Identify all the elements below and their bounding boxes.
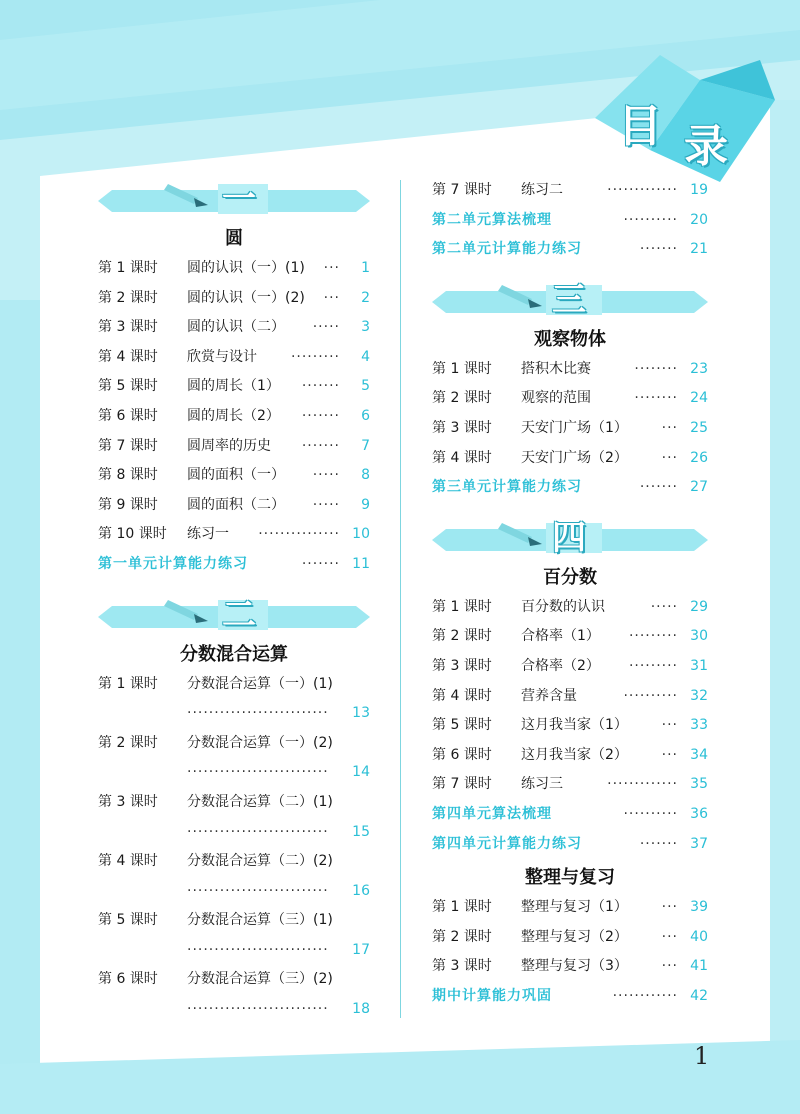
lesson-label: 第 1 课时 <box>98 260 158 276</box>
dot-leader: ··· <box>661 928 678 945</box>
topic-label: 观察的范围 <box>521 390 591 407</box>
dot-leader: ······· <box>301 407 340 424</box>
topic-label: 欣赏与设计 <box>187 348 257 365</box>
unit-title-1: 圆 <box>225 228 243 249</box>
dot-leader: ······· <box>301 378 340 395</box>
toc-entry[interactable] <box>98 965 370 995</box>
page-ref: 2 <box>361 289 370 306</box>
page-ref: 18 <box>352 1001 370 1018</box>
lesson-label: 第 5 课时 <box>98 378 158 395</box>
lesson-label: 第 4 课时 <box>432 449 492 466</box>
dot-leader: ····· <box>312 496 340 513</box>
toc-special-entry[interactable] <box>98 550 370 580</box>
page-ref: 37 <box>690 835 708 852</box>
toc-entry[interactable] <box>98 402 370 432</box>
dot-leader: ··· <box>661 717 678 734</box>
toc-entry[interactable] <box>98 284 370 314</box>
toc-entry[interactable] <box>98 461 370 491</box>
page-ref: 19 <box>690 182 708 198</box>
dot-leader: ····· <box>312 467 340 484</box>
lesson-label: 第 1 课时 <box>432 899 492 916</box>
toc-entry-leader <box>98 758 370 788</box>
topic-label: 整理与复习（2） <box>521 928 628 945</box>
page-ref: 40 <box>690 928 708 945</box>
topic-label: 营养含量 <box>521 687 577 704</box>
page-ref: 32 <box>690 687 708 704</box>
unit-2-continued-list <box>432 176 708 265</box>
topic-label: 合格率（2） <box>521 657 600 674</box>
page-ref: 26 <box>690 449 708 466</box>
lesson-label: 第 4 课时 <box>98 348 158 365</box>
dot-leader: ······· <box>639 835 678 852</box>
topic-label: 百分数的认识 <box>521 598 605 615</box>
toc-special-entry[interactable] <box>432 235 708 265</box>
page-ref: 7 <box>361 437 370 454</box>
toc-entry[interactable] <box>432 384 708 414</box>
page-ref: 24 <box>690 390 708 407</box>
dot-leader: ·········· <box>623 687 678 704</box>
unit-numeral-3: 三 <box>552 279 586 320</box>
topic-label: 这月我当家（2） <box>521 746 628 763</box>
topic-label: 分数混合运算（二）(1) <box>187 793 333 810</box>
dot-leader: ··· <box>661 449 678 466</box>
page-ref: 41 <box>690 958 708 975</box>
topic-label: 分数混合运算（一）(1) <box>187 675 333 692</box>
page-ref: 42 <box>690 987 708 1004</box>
toc-title <box>610 88 760 172</box>
topic-label: 搭积木比赛 <box>521 360 591 377</box>
lesson-label: 第 3 课时 <box>432 657 492 674</box>
topic-label: 练习一 <box>187 526 229 543</box>
right-column <box>432 176 708 1011</box>
toc-special-entry[interactable] <box>432 830 708 860</box>
topic-label: 合格率（1） <box>521 628 600 645</box>
lesson-label: 第 6 课时 <box>98 971 158 988</box>
page-number: 1 <box>694 1042 710 1070</box>
lesson-label: 第 7 课时 <box>432 776 492 793</box>
page-ref: 8 <box>361 467 370 484</box>
page-ref: 13 <box>352 705 370 722</box>
lesson-label: 第 3 课时 <box>432 958 492 975</box>
page-ref: 25 <box>690 419 708 436</box>
toc-special-entry[interactable] <box>432 473 708 503</box>
page-ref: 29 <box>690 598 708 615</box>
dot-leader: ··· <box>661 419 678 436</box>
toc-entry[interactable] <box>98 906 370 936</box>
lesson-label: 第 1 课时 <box>432 598 492 615</box>
lesson-label: 第 1 课时 <box>98 675 158 692</box>
page-ref: 39 <box>690 899 708 916</box>
topic-label: 天安门广场（1） <box>521 419 628 436</box>
page-ref: 16 <box>352 882 370 899</box>
toc-entry[interactable] <box>98 491 370 521</box>
unit-title-4: 百分数 <box>543 566 597 588</box>
lesson-label: 第 1 课时 <box>432 360 492 377</box>
dot-leader: ········· <box>628 628 678 645</box>
topic-label: 练习三 <box>521 776 563 793</box>
dot-leader: ····· <box>650 598 678 615</box>
toc-entry[interactable] <box>98 254 370 284</box>
topic-label: 天安门广场（2） <box>521 449 628 466</box>
toc-entry[interactable] <box>98 729 370 759</box>
toc-entry[interactable] <box>432 952 708 982</box>
dot-leader: ··· <box>661 958 678 975</box>
dot-leader: ········· <box>628 657 678 674</box>
toc-special-entry[interactable] <box>432 982 708 1012</box>
page-ref: 23 <box>690 360 708 377</box>
page-ref: 17 <box>352 941 370 958</box>
toc-entry[interactable] <box>98 788 370 818</box>
topic-label: 圆周率的历史 <box>187 437 271 454</box>
topic-label: 分数混合运算（二）(2) <box>187 853 333 870</box>
topic-label: 整理与复习（1） <box>521 899 628 916</box>
title-char-2: 录 <box>684 121 728 172</box>
toc-entry[interactable] <box>432 741 708 771</box>
page-ref: 35 <box>690 776 708 793</box>
lesson-label: 第 6 课时 <box>432 746 492 763</box>
topic-label: 圆的认识（一）(1) <box>187 260 305 276</box>
dot-leader: ······· <box>639 479 678 496</box>
page-ref: 14 <box>352 764 370 781</box>
dot-leader: ····· <box>312 319 340 336</box>
unit-banner-2 <box>98 592 370 638</box>
toc-entry[interactable] <box>432 622 708 652</box>
page-ref: 33 <box>690 717 708 734</box>
toc-entry[interactable] <box>98 343 370 373</box>
dot-leader: ······· <box>639 241 678 258</box>
title-char-1: 目 <box>618 101 662 152</box>
unit-1-list <box>98 254 370 580</box>
toc-entry[interactable] <box>432 593 708 623</box>
lesson-label: 第二单元算法梳理 <box>432 211 552 228</box>
lesson-label: 第 10 课时 <box>98 526 167 543</box>
toc-entry-leader <box>98 936 370 966</box>
page-ref: 31 <box>690 657 708 674</box>
unit-numeral-1: 一 <box>222 179 256 219</box>
toc-entry[interactable] <box>432 444 708 474</box>
toc-entry-leader <box>98 818 370 848</box>
unit-numeral-4: 四 <box>552 517 586 558</box>
unit-title-2: 分数混合运算 <box>180 643 288 665</box>
lesson-label: 第 8 课时 <box>98 467 158 484</box>
toc-entry[interactable] <box>432 923 708 953</box>
toc-entry[interactable] <box>432 176 708 206</box>
lesson-label: 第三单元计算能力练习 <box>432 479 582 496</box>
topic-label: 分数混合运算（三）(1) <box>187 912 333 929</box>
dot-leader: ········ <box>634 360 678 377</box>
dot-leader: ········ <box>634 390 678 407</box>
page-ref: 5 <box>361 378 370 395</box>
lesson-label: 第 3 课时 <box>98 793 158 810</box>
toc-entry-leader <box>98 995 370 1025</box>
toc-entry[interactable] <box>98 670 370 700</box>
page-ref: 11 <box>352 555 370 572</box>
unit-banner-1 <box>98 176 370 222</box>
page-ref: 20 <box>690 211 708 228</box>
page-ref: 15 <box>352 823 370 840</box>
lesson-label: 第 3 课时 <box>432 419 492 436</box>
lesson-label: 第 9 课时 <box>98 496 158 513</box>
toc-entry[interactable] <box>432 682 708 712</box>
unit-title-3: 观察物体 <box>534 328 606 350</box>
page-ref: 30 <box>690 628 708 645</box>
review-title: 整理与复习 <box>525 867 615 889</box>
dot-leader: ········· <box>290 348 340 365</box>
toc-entry-leader <box>98 699 370 729</box>
toc-special-entry[interactable] <box>432 800 708 830</box>
topic-label: 圆的认识（一）(2) <box>187 289 305 306</box>
dot-leader: ·········· <box>623 805 678 822</box>
dot-leader: ·········· <box>623 211 678 228</box>
page-ref: 1 <box>361 260 370 276</box>
lesson-label: 第 3 课时 <box>98 319 158 336</box>
dot-leader: ··· <box>661 899 678 916</box>
lesson-label: 第 2 课时 <box>98 734 158 751</box>
lesson-label: 期中计算能力巩固 <box>432 987 552 1004</box>
lesson-label: 第四单元计算能力练习 <box>432 835 582 852</box>
lesson-label: 第 7 课时 <box>98 437 158 454</box>
toc-entry[interactable] <box>432 652 708 682</box>
toc-entry[interactable] <box>98 847 370 877</box>
dot-leader: ·························· <box>187 882 329 899</box>
review-list <box>432 893 708 1011</box>
left-column <box>98 176 370 1025</box>
dot-leader: ·························· <box>187 823 329 840</box>
page-ref: 27 <box>690 479 708 496</box>
column-divider <box>400 180 401 1018</box>
topic-label: 整理与复习（3） <box>521 958 628 975</box>
unit-banner-3 <box>432 277 708 323</box>
toc-entry[interactable] <box>432 770 708 800</box>
unit-3-list <box>432 355 708 503</box>
unit-2-list <box>98 670 370 1025</box>
page-ref: 3 <box>361 319 370 336</box>
topic-label: 圆的周长（2） <box>187 407 280 424</box>
dot-leader: ·························· <box>187 941 329 958</box>
unit-banner-4 <box>432 515 708 561</box>
page-ref: 36 <box>690 805 708 822</box>
dot-leader: ·························· <box>187 705 329 722</box>
topic-label: 圆的认识（二） <box>187 319 285 336</box>
dot-leader: ······· <box>301 437 340 454</box>
toc-entry[interactable] <box>98 520 370 550</box>
unit-4-list <box>432 593 708 859</box>
dot-leader: ······· <box>301 555 340 572</box>
toc-entry[interactable] <box>432 893 708 923</box>
dot-leader: ··· <box>661 746 678 763</box>
topic-label: 圆的面积（一） <box>187 467 285 484</box>
dot-leader: ··· <box>323 260 340 276</box>
topic-label: 分数混合运算（一）(2) <box>187 734 333 751</box>
toc-entry[interactable] <box>432 711 708 741</box>
topic-label: 练习二 <box>521 182 563 198</box>
dot-leader: ·························· <box>187 1001 329 1018</box>
lesson-label: 第 4 课时 <box>432 687 492 704</box>
lesson-label: 第 2 课时 <box>98 289 158 306</box>
lesson-label: 第 2 课时 <box>432 628 492 645</box>
topic-label: 圆的周长（1） <box>187 378 280 395</box>
page-ref: 34 <box>690 746 708 763</box>
lesson-label: 第 6 课时 <box>98 407 158 424</box>
lesson-label: 第 2 课时 <box>432 928 492 945</box>
unit-numeral-2: 二 <box>222 594 256 635</box>
topic-label: 分数混合运算（三）(2) <box>187 971 333 988</box>
dot-leader: ············ <box>612 987 678 1004</box>
lesson-label: 第二单元计算能力练习 <box>432 241 582 258</box>
toc-entry[interactable] <box>98 313 370 343</box>
toc-entry[interactable] <box>98 432 370 462</box>
page-ref: 10 <box>352 526 370 543</box>
lesson-label: 第 5 课时 <box>432 717 492 734</box>
dot-leader: ·························· <box>187 764 329 781</box>
lesson-label: 第 5 课时 <box>98 912 158 929</box>
topic-label: 这月我当家（1） <box>521 717 628 734</box>
lesson-label: 第 2 课时 <box>432 390 492 407</box>
page-ref: 9 <box>361 496 370 513</box>
dot-leader: ············· <box>607 776 678 793</box>
toc-special-entry[interactable] <box>432 206 708 236</box>
toc-entry[interactable] <box>98 372 370 402</box>
lesson-label: 第一单元计算能力练习 <box>98 555 248 572</box>
dot-leader: ············· <box>607 182 678 198</box>
toc-entry[interactable] <box>432 414 708 444</box>
toc-entry-leader <box>98 877 370 907</box>
lesson-label: 第 4 课时 <box>98 853 158 870</box>
page-ref: 21 <box>690 241 708 258</box>
page-ref: 4 <box>361 348 370 365</box>
toc-entry[interactable] <box>432 355 708 385</box>
page-ref: 6 <box>361 407 370 424</box>
lesson-label: 第四单元算法梳理 <box>432 805 552 822</box>
lesson-label: 第 7 课时 <box>432 182 492 198</box>
topic-label: 圆的面积（二） <box>187 496 285 513</box>
dot-leader: ··· <box>323 289 340 306</box>
dot-leader: ··············· <box>258 526 340 543</box>
